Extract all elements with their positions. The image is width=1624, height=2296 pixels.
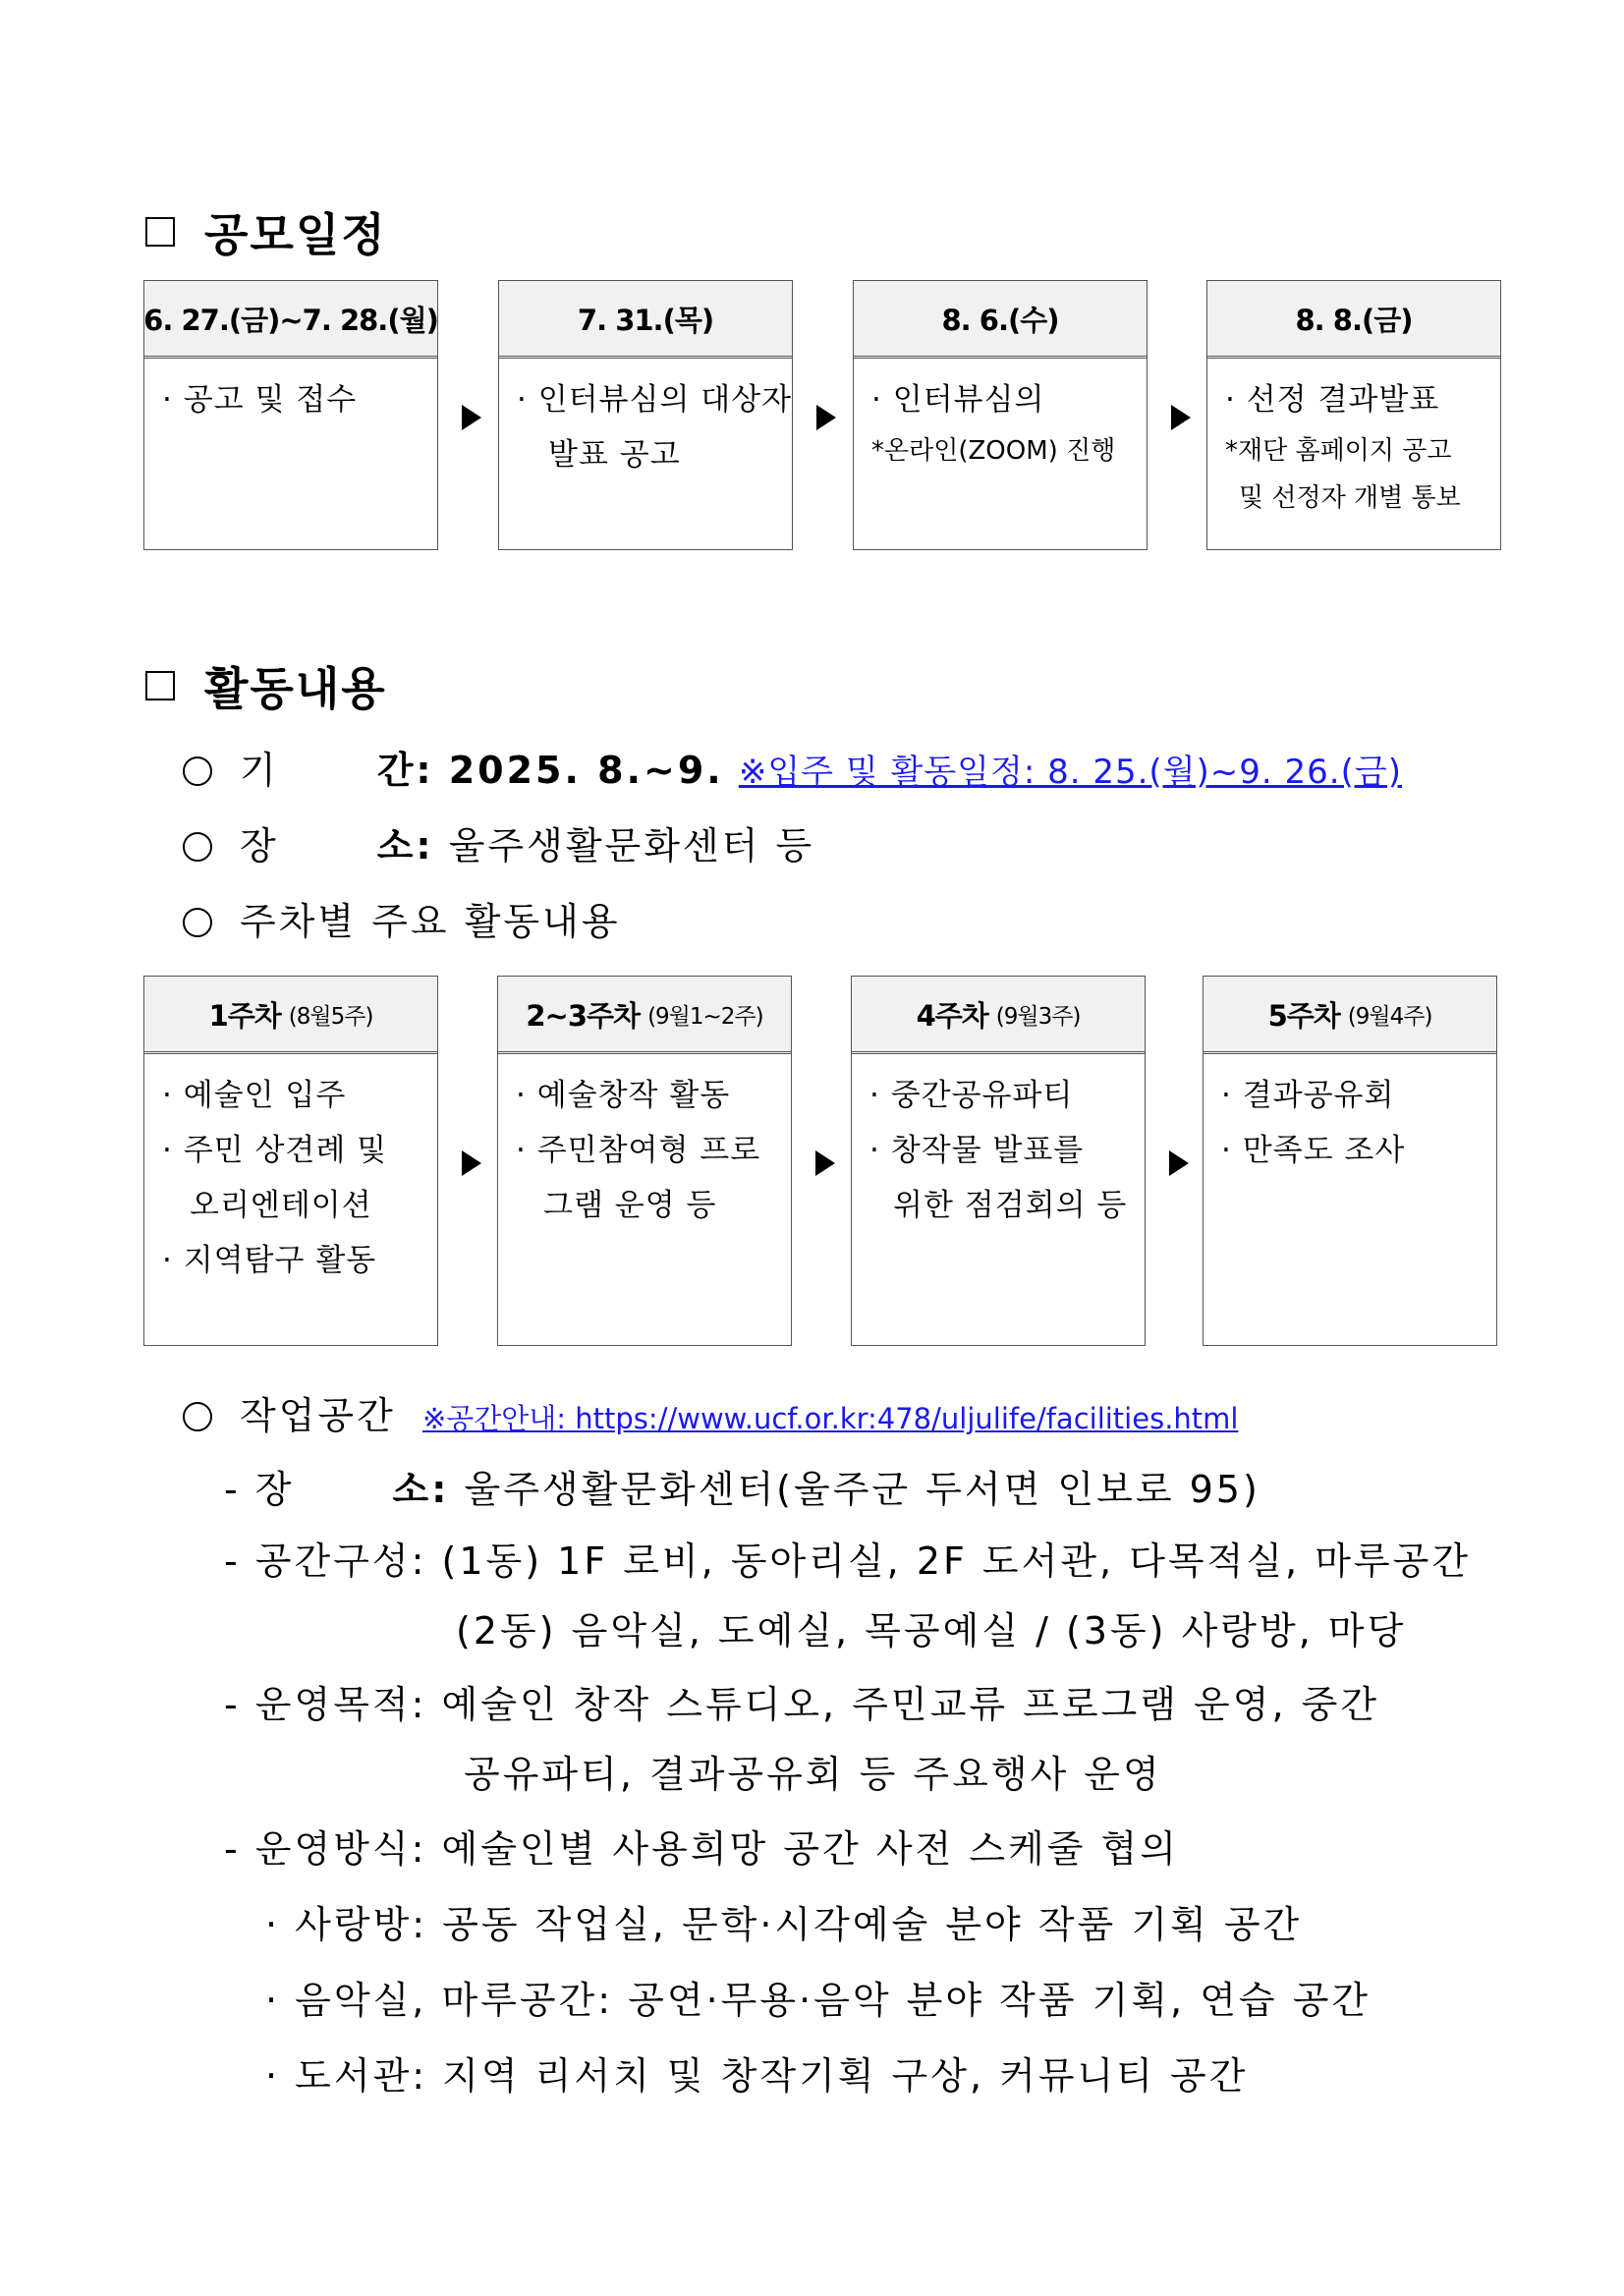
- schedule-step-3: [853, 280, 1148, 550]
- circle-bullet-icon: [183, 1402, 212, 1431]
- week-header: [1204, 977, 1496, 1054]
- week-card-1: [143, 976, 438, 1346]
- week-line: · 지역탐구 활동: [162, 1243, 377, 1278]
- week-line: 위한 점검회의 등: [893, 1188, 1128, 1223]
- schedule-step-4: [1206, 280, 1501, 550]
- room-item: · 도서관: 지역 리서치 및 창작기획 구상, 커뮤니티 공간: [265, 2054, 1249, 2098]
- week-line: 오리엔테이션: [190, 1188, 372, 1223]
- place-label-1: 장: [240, 824, 279, 868]
- week-card-4: [1203, 976, 1497, 1346]
- week-header: [144, 977, 437, 1054]
- schedule-step-date: 6. 27.(금)~7. 28.(월): [144, 281, 437, 359]
- week-number: 2~3주차: [526, 998, 641, 1033]
- week-line: 그램 운영 등: [543, 1188, 717, 1223]
- composition-label: - 공간구성:: [224, 1540, 427, 1583]
- schedule-step-line: · 공고 및 접수: [162, 382, 358, 418]
- schedule-step-line: · 선정 결과발표: [1225, 382, 1440, 418]
- schedule-step-line: *온라인(ZOOM) 진행: [871, 436, 1116, 466]
- week-card-2: [497, 976, 792, 1346]
- week-range: (9월3주): [995, 1003, 1081, 1030]
- circle-bullet-icon: [183, 908, 212, 937]
- period-label-2: 간:: [376, 749, 434, 792]
- schedule-step-date: 8. 6.(수): [854, 281, 1147, 359]
- workspace-place-label-1: - 장: [224, 1468, 295, 1511]
- place-value: 울주생활문화센터 등: [448, 824, 815, 868]
- week-range: (9월4주): [1347, 1003, 1432, 1030]
- week-line: · 주민참여형 프로: [516, 1133, 761, 1168]
- activity-title: 활동내용: [204, 662, 387, 715]
- circle-bullet-icon: [183, 832, 212, 862]
- activity-section-title: [145, 653, 387, 718]
- weekly-line: [183, 891, 621, 945]
- purpose-line-2: 공유파티, 결과공유회 등 주요행사 운영: [464, 1753, 1162, 1796]
- schedule-step-line: *재단 홈페이지 공고: [1225, 436, 1452, 466]
- purpose-line-1: [224, 1674, 1379, 1728]
- arrow-right-icon: [1171, 405, 1191, 430]
- arrow-right-icon: [462, 405, 481, 430]
- week-line: · 결과공유회: [1221, 1078, 1395, 1113]
- checkbox-square-icon: [145, 671, 175, 700]
- week-number: 4주차: [916, 998, 988, 1033]
- schedule-step-line: · 인터뷰심의 대상자: [517, 382, 793, 418]
- schedule-step-line: · 인터뷰심의: [871, 382, 1045, 418]
- schedule-step-date: 7. 31.(목): [499, 281, 792, 359]
- arrow-right-icon: [816, 405, 836, 430]
- schedule-step-2: [498, 280, 793, 550]
- schedule-step-date: 8. 8.(금): [1207, 281, 1500, 359]
- week-line: · 창작물 발표를: [869, 1133, 1085, 1168]
- workspace-place-line: [224, 1459, 1260, 1513]
- week-range: (8월5주): [288, 1003, 373, 1030]
- room-item: · 음악실, 마루공간: 공연·무용·음악 분야 작품 기획, 연습 공간: [265, 1979, 1372, 2022]
- checkbox-square-icon: [145, 217, 175, 247]
- composition-1: (1동) 1F 로비, 동아리실, 2F 도서관, 다목적실, 마루공간: [441, 1540, 1472, 1583]
- week-line: · 만족도 조사: [1221, 1133, 1406, 1168]
- week-line: · 예술인 입주: [162, 1078, 347, 1113]
- purpose-label: - 운영목적:: [224, 1683, 427, 1726]
- week-line: · 예술창작 활동: [516, 1078, 731, 1113]
- facilities-link[interactable]: ※공간안내: https://www.ucf.or.kr:478/uljulife/facilities.html: [421, 1402, 1239, 1435]
- week-number: 1주차: [208, 998, 281, 1033]
- room-item: · 사랑방: 공동 작업실, 문학·시각예술 분야 작품 기획 공간: [265, 1903, 1303, 1946]
- week-header: [852, 977, 1145, 1054]
- period-label-1: 기: [240, 749, 279, 792]
- week-card-3: [851, 976, 1146, 1346]
- period-value: 2025. 8.~9.: [448, 749, 724, 792]
- circle-bullet-icon: [183, 756, 212, 786]
- purpose-1: 예술인 창작 스튜디오, 주민교류 프로그램 운영, 중간: [441, 1683, 1380, 1726]
- workspace-place-value: 울주생활문화센터(울주군 두서면 인보로 95): [464, 1468, 1260, 1511]
- workspace-line: [183, 1385, 1238, 1439]
- schedule-step-line: 발표 공고: [548, 437, 681, 473]
- week-line: · 중간공유파티: [869, 1078, 1074, 1113]
- arrow-right-icon: [815, 1150, 835, 1176]
- schedule-section-title: [145, 199, 387, 264]
- place-line: [183, 815, 814, 869]
- schedule-step-line: 및 선정자 개별 통보: [1239, 483, 1461, 513]
- arrow-right-icon: [1169, 1150, 1189, 1176]
- workspace-place-label-2: 소:: [392, 1468, 450, 1511]
- period-line: [183, 740, 1402, 794]
- arrow-right-icon: [462, 1150, 481, 1176]
- place-label-2: 소:: [376, 824, 434, 868]
- schedule-title: 공모일정: [204, 208, 387, 261]
- week-number: 5주차: [1267, 998, 1340, 1033]
- week-header: [498, 977, 791, 1054]
- schedule-step-1: [143, 280, 438, 550]
- week-range: (9월1~2주): [647, 1003, 763, 1030]
- weekly-title: 주차별 주요 활동내용: [240, 900, 621, 943]
- composition-line-2: (2동) 음악실, 도예실, 목공예실 / (3동) 사랑방, 마당: [456, 1609, 1407, 1652]
- period-note-link[interactable]: ※입주 및 활동일정: 8. 25.(월)~9. 26.(금): [738, 753, 1402, 792]
- composition-line-1: [224, 1531, 1471, 1585]
- workspace-title: 작업공간: [240, 1394, 396, 1437]
- method-line: - 운영방식: 예술인별 사용희망 공간 사전 스케줄 협의: [224, 1827, 1179, 1871]
- week-line: · 주민 상견례 및: [162, 1133, 388, 1168]
